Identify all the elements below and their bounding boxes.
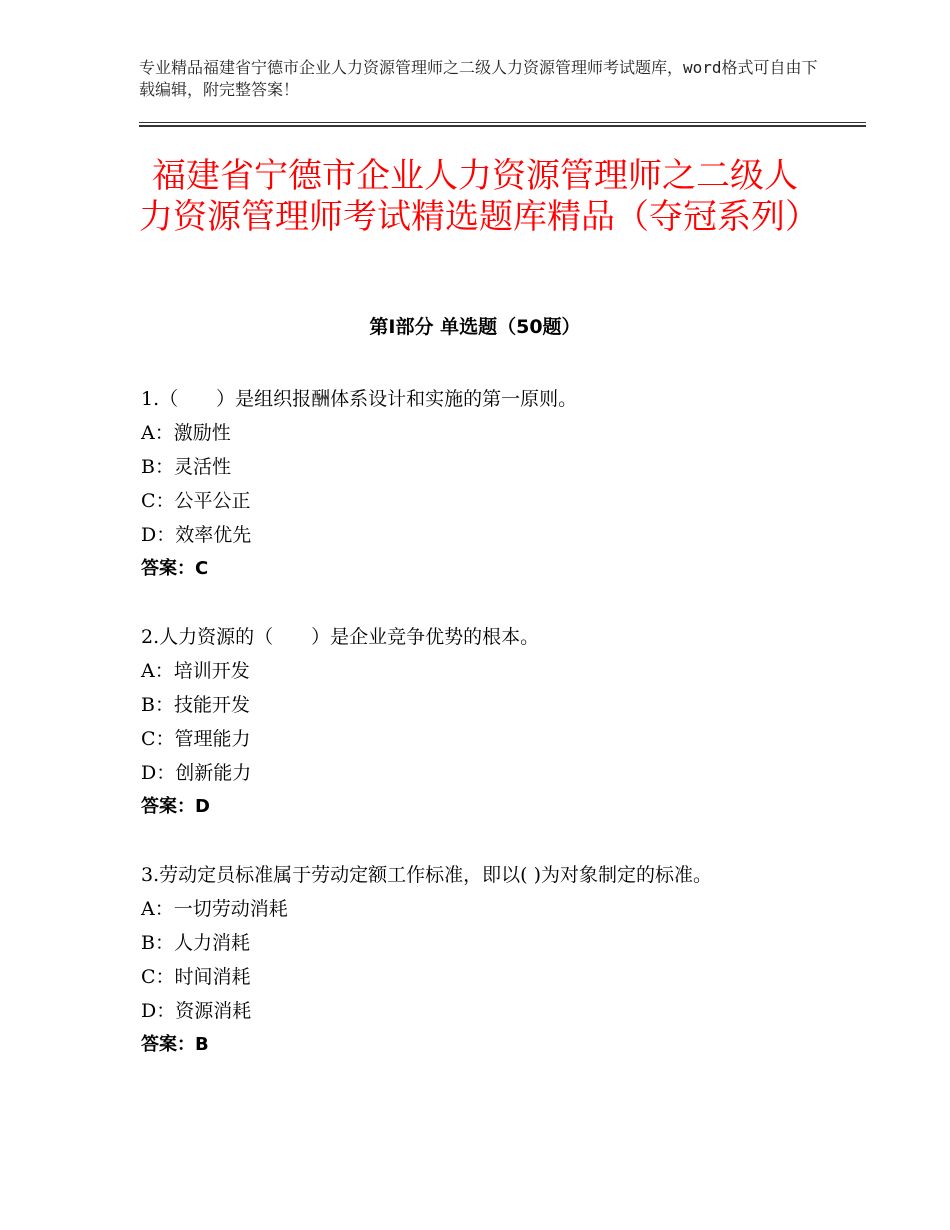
header-note: 专业精品福建省宁德市企业人力资源管理师之二级人力资源管理师考试题库，word格式可自由下载编辑，附完整答案！ xyxy=(139,58,818,99)
answer-label: 答案：D xyxy=(141,796,210,817)
option-d: D：创新能力 xyxy=(141,762,252,784)
question-stem: 2.人力资源的（ ）是企业竞争优势的根本。 xyxy=(141,626,540,648)
divider-thin-line xyxy=(139,122,866,123)
option-d: D：资源消耗 xyxy=(141,1000,252,1022)
document-title: 福建省宁德市企业人力资源管理师之二级人力资源管理师考试精选题库精品（夺冠系列） xyxy=(139,156,819,237)
option-a: A：一切劳动消耗 xyxy=(141,898,288,920)
option-a: A：培训开发 xyxy=(141,660,250,682)
section-title: 第Ⅰ部分 单选题（50题） xyxy=(369,316,581,338)
divider-thick-line xyxy=(139,125,866,127)
question-stem: 1.（ ）是组织报酬体系设计和实施的第一原则。 xyxy=(141,388,578,410)
question-stem: 3.劳动定员标准属于劳动定额工作标准，即以( )为对象制定的标准。 xyxy=(141,864,712,886)
option-d: D：效率优先 xyxy=(141,524,252,546)
header-divider xyxy=(139,122,866,128)
option-c: C：管理能力 xyxy=(141,728,251,750)
answer-label: 答案：B xyxy=(141,1034,209,1055)
question-3 xyxy=(141,858,841,1062)
option-b: B：技能开发 xyxy=(141,694,250,716)
option-a: A：激励性 xyxy=(141,422,231,444)
question-2 xyxy=(141,620,841,824)
option-c: C：时间消耗 xyxy=(141,966,251,988)
question-1 xyxy=(141,382,841,586)
option-b: B：灵活性 xyxy=(141,456,231,478)
option-c: C：公平公正 xyxy=(141,490,251,512)
option-b: B：人力消耗 xyxy=(141,932,250,954)
answer-label: 答案：C xyxy=(141,558,209,579)
